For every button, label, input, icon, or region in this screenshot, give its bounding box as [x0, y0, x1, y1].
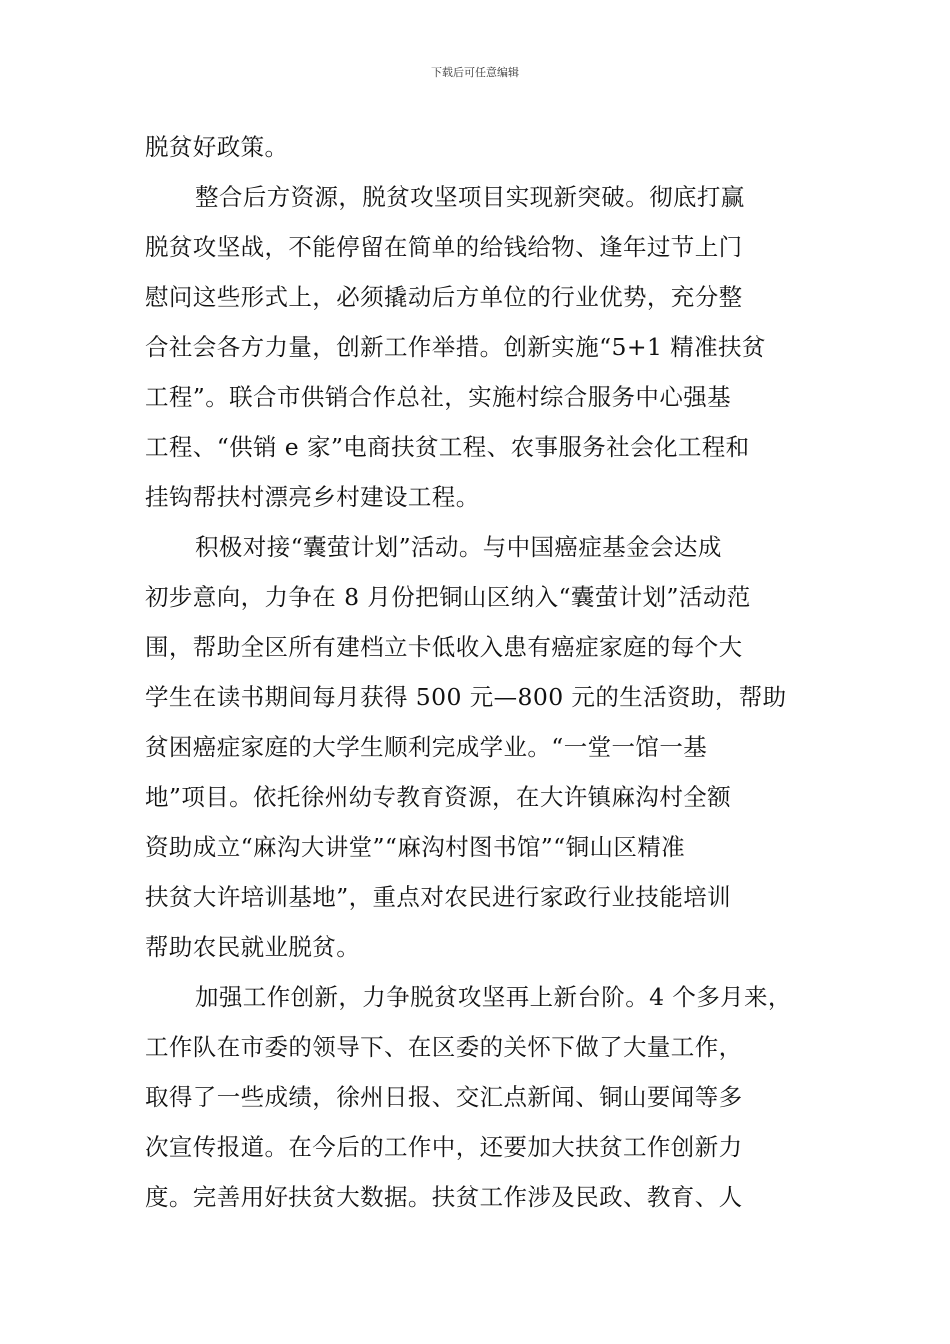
text-line: 初步意向，力争在 8 月份把铜山区纳入“囊萤计划”活动范: [145, 583, 751, 611]
paragraph-first-line: 整合后方资源，脱贫攻坚项目实现新突破。彻底打赢: [195, 183, 745, 211]
text-line: 地”项目。依托徐州幼专教育资源，在大许镇麻沟村全额: [145, 783, 732, 811]
text-line: 帮助农民就业脱贫。: [145, 933, 361, 961]
text-line: 资助成立“麻沟大讲堂”“麻沟村图书馆”“铜山区精准: [145, 833, 686, 861]
text-line: 扶贫大许培训基地”，重点对农民进行家政行业技能培训: [145, 883, 732, 911]
text-line: 度。完善用好扶贫大数据。扶贫工作涉及民政、教育、人: [145, 1183, 743, 1211]
text-line: 挂钩帮扶村漂亮乡村建设工程。: [145, 483, 480, 511]
paragraph-first-line: 积极对接“囊萤计划”活动。与中国癌症基金会达成: [195, 533, 722, 561]
text-line: 学生在读书期间每月获得 500 元—800 元的生活资助，帮助: [145, 683, 787, 711]
text-line: 工程”。联合市供销合作总社，实施村综合服务中心强基: [145, 383, 732, 411]
text-line: 工程、“供销 e 家”电商扶贫工程、农事服务社会化工程和: [145, 433, 750, 461]
text-line: 取得了一些成绩，徐州日报、交汇点新闻、铜山要闻等多: [145, 1083, 743, 1111]
text-line: 脱贫好政策。: [145, 133, 289, 161]
text-line: 合社会各方力量，创新工作举措。创新实施“5+1 精准扶贫: [145, 333, 766, 361]
document-body: [145, 122, 825, 1222]
text-line: 工作队在市委的领导下、在区委的关怀下做了大量工作，: [145, 1033, 743, 1061]
text-line: 次宣传报道。在今后的工作中，还要加大扶贫工作创新力: [145, 1133, 743, 1161]
text-line: 围，帮助全区所有建档立卡低收入患有癌症家庭的每个大: [145, 633, 743, 661]
paragraph-first-line: 加强工作创新，力争脱贫攻坚再上新台阶。4 个多月来，: [195, 983, 792, 1011]
page-header: 下载后可任意编辑: [431, 66, 519, 79]
text-line: 贫困癌症家庭的大学生顺利完成学业。“一堂一馆一基: [145, 733, 708, 761]
text-line: 慰问这些形式上，必须撬动后方单位的行业优势，充分整: [145, 283, 743, 311]
text-line: 脱贫攻坚战，不能停留在简单的给钱给物、逢年过节上门: [145, 233, 743, 261]
